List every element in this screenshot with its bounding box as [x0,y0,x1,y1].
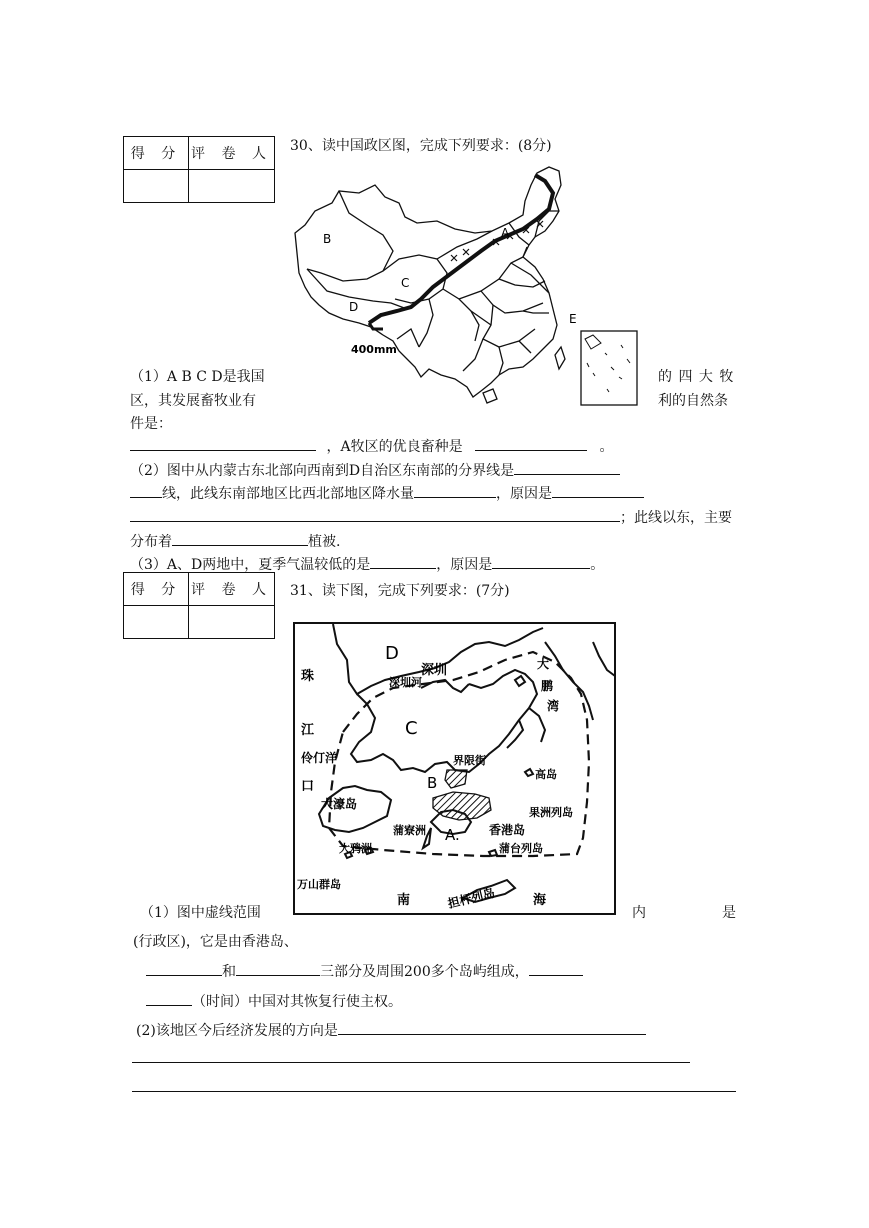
label-dayushan: 大濠岛 [321,797,358,811]
q30-p3-a: （3）A、D两地中，夏季气温较低的是 [130,557,371,573]
label-kou: 口 [301,779,315,794]
label-da: 大 [537,657,550,671]
answer-blank[interactable] [552,483,644,498]
q31-p1-d: (行政区)，它是由香港岛、 [133,934,298,950]
map-label-E: E [569,312,577,326]
label-B: B [427,774,438,792]
answer-blank[interactable] [529,961,583,976]
label-pingtai: 蒲台列岛 [499,842,543,855]
answer-line[interactable] [132,1062,690,1063]
label-zhu: 珠 [301,669,315,684]
label-wan: 湾 [547,699,560,713]
map-label-A: A [501,226,510,240]
label-jiexianjie: 界限街 [453,754,486,767]
label-C: C [405,718,418,739]
label-nan: 南 [397,893,411,908]
label-wanshan: 万山群岛 [297,878,341,891]
answer-blank[interactable] [236,961,320,976]
answer-blank[interactable] [146,991,192,1006]
answer-blank[interactable] [130,483,162,498]
map-label-B: B [323,232,332,246]
label-guozhou: 果洲列岛 [529,806,573,819]
map-label-C: C [401,276,410,290]
q31-p1-e1: 和 [222,964,236,980]
q30-p2-a: （2）图中从内蒙古东北部向西南到D自治区东南部的分界线是 [130,463,515,479]
answer-blank[interactable] [146,961,222,976]
q30-p1-line2-right: 利的自然条 [658,393,728,409]
q30-p2-d: ；此线以东，主要 [620,510,732,526]
q30-p1-left: （1）A B C D是我国 [130,369,265,385]
score-cell[interactable] [124,170,189,203]
q31-p1-f: （时间）中国对其恢复行使主权。 [192,994,402,1010]
answer-blank[interactable] [514,460,620,475]
q30-p1-line4-end: 。 [599,439,614,455]
china-map [287,163,642,408]
label-jiang: 江 [301,723,315,738]
answer-blank[interactable] [130,507,620,522]
label-peng: 鹏 [541,679,554,693]
answer-blank[interactable] [370,554,436,569]
score-cell[interactable] [124,606,189,639]
grader-cell[interactable] [189,170,275,203]
q30-p3-c: 。 [590,557,605,573]
label-lingding: 伶仃洋 [301,751,338,765]
q31-title: 31、读下图，完成下列要求：(7分) [290,583,510,599]
q30-p2-e2: 植被. [308,534,341,550]
answer-blank[interactable] [338,1020,646,1035]
answer-blank[interactable] [475,436,587,451]
label-D: D [385,643,399,664]
hongkong-map [293,622,617,916]
q31-p1-a: （1）图中虚线范围 [140,905,261,921]
label-shenzhenhe: 深圳河 [389,676,422,689]
q31-p2: (2)该地区今后经济发展的方向是 [136,1023,338,1039]
label-dayazhou: 大鸦洲 [339,842,372,855]
q31-p1-e2: 三部分及周围200多个岛屿组成， [320,964,529,980]
q30-p1-line2-left: 区，其发展畜牧业有 [130,393,256,409]
label-A: A. [445,826,460,844]
grader-cell[interactable] [189,606,275,639]
q30-p2-c: ，原因是 [496,486,552,502]
score-header: 得 分 [124,137,189,170]
q31-p1-b: 内 [632,905,646,921]
answer-blank[interactable] [130,436,316,451]
map-label-D: D [349,300,359,314]
score-table-31 [123,572,275,639]
label-pojiaozhou: 蒲寮洲 [393,824,426,837]
answer-line[interactable] [132,1091,736,1092]
q30-p2-e1: 分布着 [130,534,172,550]
grader-header: 评 卷 人 [189,137,275,170]
q30-p1-line3: 件是： [130,416,172,432]
label-hai: 海 [533,893,547,908]
label-shenzhen: 深圳 [421,663,448,678]
china-outline [295,167,561,397]
q30-p3-b: ，原因是 [436,557,493,573]
q31-p1-c: 是 [722,905,736,921]
answer-blank[interactable] [414,483,496,498]
q30-p1-right: 的 四 大 牧 [658,369,735,385]
label-xianggangdao: 香港岛 [489,823,526,837]
answer-blank[interactable] [492,554,590,569]
label-dangan: 担杆列岛 [446,885,497,911]
answer-blank[interactable] [172,531,308,546]
south-sea-inset [581,331,637,405]
label-gaodao: 高岛 [535,768,557,781]
score-header: 得 分 [124,573,189,606]
q30-p2-b: 线，此线东南部地区比西北部地区降水量 [162,486,414,502]
grader-header: 评 卷 人 [189,573,275,606]
q30-title: 30、读中国政区图，完成下列要求：(8分) [290,138,552,154]
q30-p1-line4-mid: ，A牧区的优良畜种是 [326,439,463,455]
score-table-30 [123,136,275,203]
isohyet-label: 400mm [351,343,397,356]
